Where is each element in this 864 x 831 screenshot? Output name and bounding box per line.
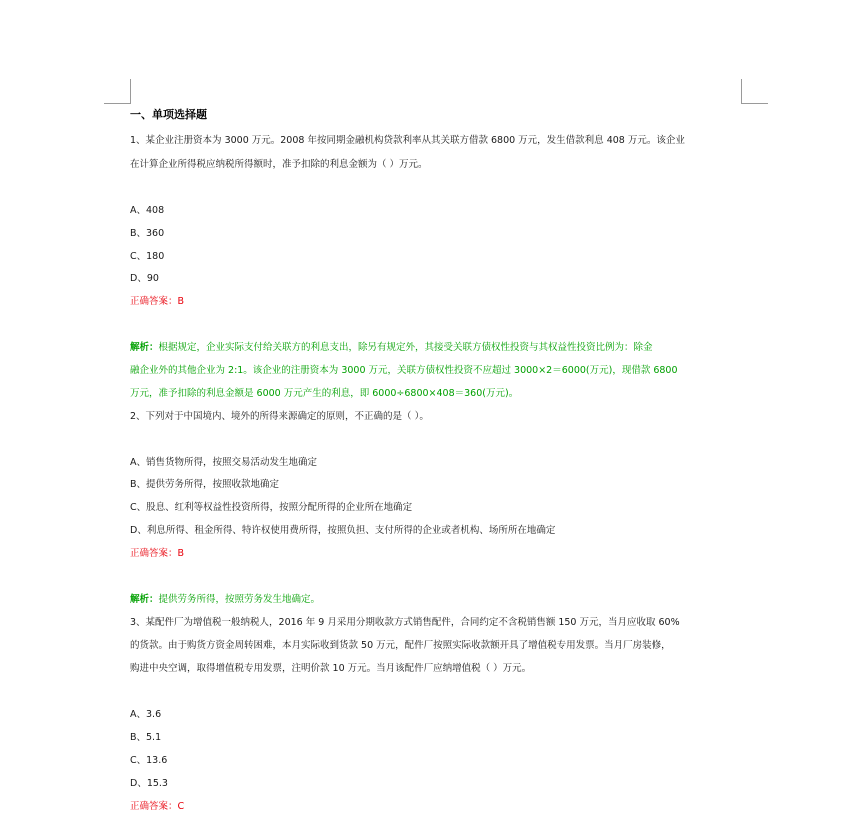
question-2-option-b: B、提供劳务所得，按照收款地确定 — [130, 479, 280, 490]
question-3-answer: 正确答案：C — [130, 801, 185, 812]
page-corner-mark-top-right — [741, 103, 768, 104]
analysis-label: 解析： — [130, 594, 159, 605]
question-3-option-c: C、13.6 — [130, 755, 168, 766]
analysis-label: 解析： — [130, 342, 159, 353]
page-corner-mark-top-right — [741, 79, 742, 104]
question-1-text: 1、某企业注册资本为 3000 万元。2008 年按同期金融机构贷款利率从其关联方借款 6800 万元，发生借款利息 408 万元。该企业 — [130, 135, 685, 146]
page-corner-mark-top-left — [104, 103, 131, 104]
question-2-option-c: C、股息、红利等权益性投资所得，按照分配所得的企业所在地确定 — [130, 502, 413, 513]
question-1-option-b: B、360 — [130, 228, 165, 239]
question-2-analysis — [130, 592, 320, 608]
question-3-option-a: A、3.6 — [130, 709, 162, 720]
question-3-option-b: B、5.1 — [130, 732, 162, 743]
question-1-analysis-text: 万元，准予扣除的利息金额是 6000 万元产生的利息，即 6000÷6800×408＝360(万元)。 — [130, 388, 519, 399]
question-1-analysis-text: 融企业外的其他企业为 2:1。该企业的注册资本为 3000 万元，关联方债权性投资不应超过 3000×2＝6000(万元)，现借款 6800 — [130, 365, 678, 376]
question-3-text: 购进中央空调，取得增值税专用发票，注明价款 10 万元。当月该配件厂应纳增值税（ ）万元。 — [130, 663, 532, 674]
question-3-text: 的货款。由于购货方资金周转困难，本月实际收到货款 50 万元，配件厂按照实际收款额开具了增值税专用发票。当月厂房装修， — [130, 640, 671, 651]
question-2-option-a: A、销售货物所得，按照交易活动发生地确定 — [130, 457, 317, 468]
page-corner-mark-top-left — [130, 79, 131, 104]
question-1-option-c: C、180 — [130, 251, 165, 262]
question-2-option-d: D、利息所得、租金所得、特许权使用费所得，按照负担、支付所得的企业或者机构、场所所在地确定 — [130, 525, 556, 536]
question-2-answer: 正确答案：B — [130, 548, 185, 559]
question-1-analysis — [130, 340, 653, 356]
question-1-text: 在计算企业所得税应纳税所得额时，准予扣除的利息金额为（ ）万元。 — [130, 159, 428, 170]
question-1-answer: 正确答案：B — [130, 296, 185, 307]
analysis-text: 提供劳务所得，按照劳务发生地确定。 — [158, 594, 321, 605]
section-title: 一、单项选择题 — [130, 108, 207, 121]
question-3-option-d: D、15.3 — [130, 778, 168, 789]
question-2-text: 2、下列对于中国境内、境外的所得来源确定的原则，不正确的是（ ）。 — [130, 411, 429, 422]
question-3-text: 3、某配件厂为增值税一般纳税人，2016 年 9 月采用分期收款方式销售配件，合同约定不含税销售额 150 万元，当月应收取 60% — [130, 617, 680, 628]
question-1-option-a: A、408 — [130, 205, 165, 216]
question-1-option-d: D、90 — [130, 273, 159, 284]
analysis-text: 根据规定，企业实际支付给关联方的利息支出，除另有规定外，其接受关联方债权性投资与其权益性投资比例为：除金 — [158, 342, 653, 353]
